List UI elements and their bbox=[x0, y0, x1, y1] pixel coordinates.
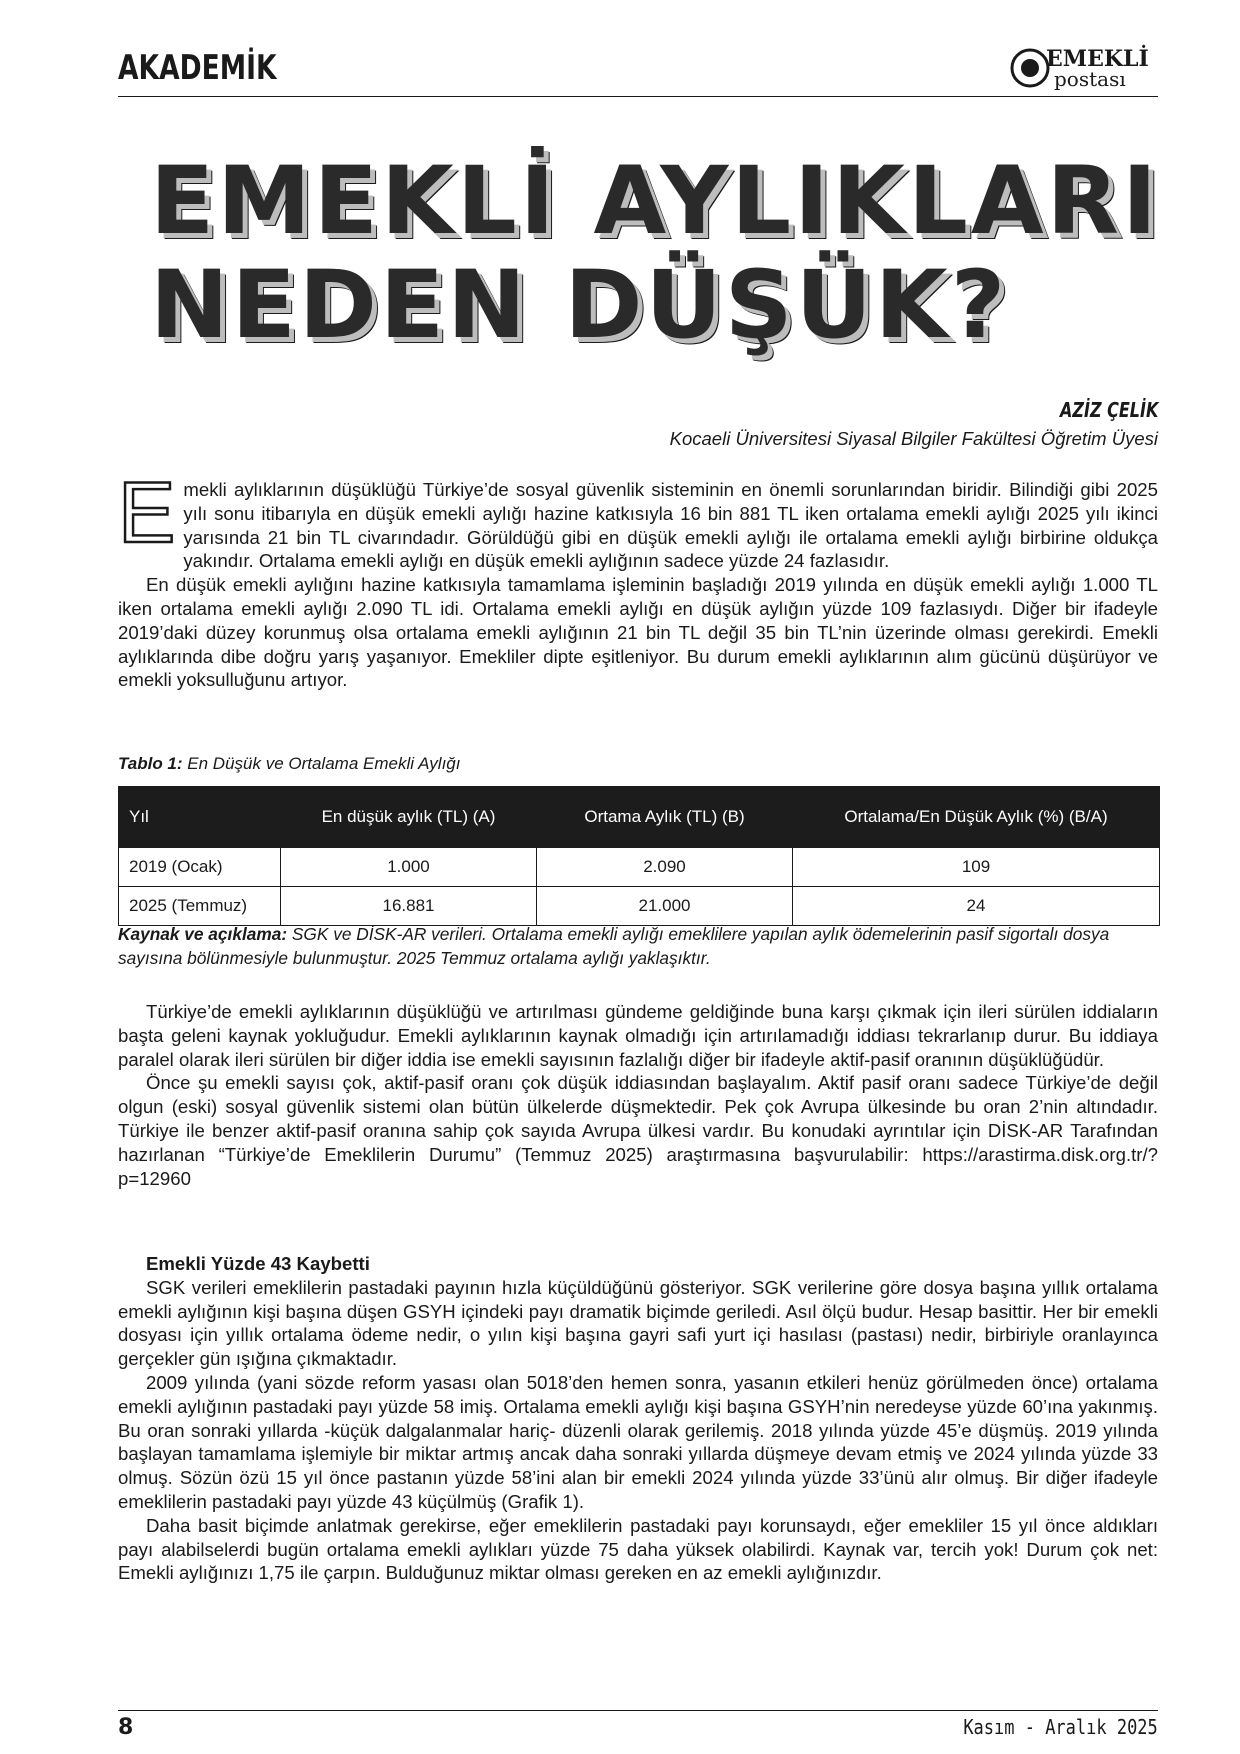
title-line-2: NEDEN DÜŞÜK? bbox=[150, 251, 1009, 360]
page-header bbox=[118, 40, 1158, 97]
table-cell: 2025 (Temmuz) bbox=[119, 887, 281, 926]
issue-date: Kasım - Aralık 2025 bbox=[963, 1715, 1158, 1739]
table-source-note bbox=[118, 922, 1160, 970]
section-heading: Emekli Yüzde 43 Kaybetti bbox=[146, 1253, 370, 1274]
source-note-label: Kaynak ve açıklama: bbox=[118, 924, 288, 944]
author-affiliation: Kocaeli Üniversitesi Siyasal Bilgiler Fakültesi Öğretim Üyesi bbox=[669, 428, 1158, 449]
page-number: 8 bbox=[118, 1715, 134, 1740]
emekli-postasi-logo bbox=[1008, 42, 1158, 92]
section-label: AKADEMİK bbox=[118, 48, 277, 88]
intro-paragraph-2: En düşük emekli aylığını hazine katkısıyla tamamlama işleminin başladığı 2019 yılında en düşük emekli aylığı 1.000 TL iken ortalama emekli aylığı 2.090 TL idi. Ortalama emekli aylığı en düşük aylığın yüzde 109 fazlasıydı. Diğer bir ifadeyle 2019’daki düzey korunmuş olsa ortalama emekli aylığının 21 bin TL değil 35 bin TL’nin üzerinde olması gerekirdi. Emekli aylıklarında dibe doğru yarış yaşanıyor. Emekliler dipte eşitleniyor. Bu durum emekli aylıklarının alım gücünü düşürüyor ve emekli yoksulluğunu artıyor. bbox=[118, 574, 1158, 691]
table-row bbox=[119, 887, 1160, 926]
pension-table bbox=[118, 786, 1160, 926]
table-header-row bbox=[119, 787, 1160, 848]
logo-top-text: EMEKLİ bbox=[1046, 46, 1149, 72]
middle-paragraph-2-text: Önce şu emekli sayısı çok, aktif-pasif oranı çok düşük iddiasından başlayalım. Aktif pasif oranı sadece Türkiye’de değil olgun (eski) sosyal güvenlik sistemi olan bütün ülkelerde düşmektedir. Pek çok Avrupa ülkesinde bu oran 2’nin altındadır. Türkiye ile benzer aktif-pasif oranına sahip çok sayıda Avrupa ülkesi vardır. Bu konudaki ayrıntılar için DİSK-AR Tarafından hazırlanan “Türkiye’de Emeklilerin Durumu” (Temmuz 2025) araştırmasına başvurulabilir: https://arastirma.disk.org.tr/?p=12960 bbox=[118, 1072, 1158, 1189]
table-row bbox=[119, 848, 1160, 887]
section-2 bbox=[118, 1252, 1158, 1585]
table-cell: 2.090 bbox=[537, 848, 793, 887]
middle-text bbox=[118, 1000, 1158, 1190]
drop-cap: E bbox=[118, 465, 176, 561]
middle-paragraph-1: Türkiye’de emekli aylıklarının düşüklüğü ve artırılması gündeme geldiğinde buna karşı çıkmak için ileri sürülen iddiaların başta geleni kaynak yokluğudur. Emekli aylıklarının kaynak olmadığı için artırılamadığı iddiası tekrarlanıp durur. Bu iddiaya paralel olarak ileri sürülen bir diğer iddia ise emekli sayısının fazlalığı diğer bir ifadeyle aktif-pasif oranının düşüklüğüdür. bbox=[118, 1001, 1158, 1070]
article-title bbox=[150, 147, 1160, 360]
table-header-cell: Yıl bbox=[119, 787, 281, 848]
table-header-cell: Ortama Aylık (TL) (B) bbox=[537, 787, 793, 848]
section-2-paragraph-3: Daha basit biçimde anlatmak gerekirse, eğer emeklilerin pastadaki payı korunsaydı, eğer emekliler 15 yıl önce aldıkları payı alabilselerdi bugün ortalama emekli aylıkları yüzde 75 daha yüksek olabilirdi. Kaynak var, tercih yok! Durum çok net: Emekli aylığınızı 1,75 ile çarpın. Bulduğunuz miktar olması gereken en az emekli aylığınızdır. bbox=[118, 1514, 1158, 1584]
table-cell: 24 bbox=[793, 887, 1160, 926]
intro-paragraph-1-text: mekli aylıklarının düşüklüğü Türkiye’de sosyal güvenlik sisteminin en önemli sorunlarından biridir. Bilindiği gibi 2025 yılı sonu itibarıyla en düşük emekli aylığı hazine katkısıyla 16 bin 881 TL iken ortalama emekli aylığı 2025 yılı ikinci yarısında 21 bin TL civarındadır. Görüldüğü gibi en düşük emekli aylığı ile ortalama emekli aylığı birbirine oldukça yakındır. Ortalama emekli aylığı en düşük emekli aylığının sadece yüzde 24 fazlasıdır. bbox=[183, 479, 1158, 572]
intro-text bbox=[118, 465, 1158, 692]
title-line-1: EMEKLİ AYLIKLARI bbox=[150, 147, 1160, 256]
intro-paragraph-1 bbox=[118, 465, 1158, 573]
section-2-paragraph-2: 2009 yılında (yani sözde reform yasası olan 5018’den hemen sonra, yasanın etkileri henüz görülmeden önce) ortalama emekli aylığının pastadaki payı yüzde 58 imiş. Ortalama emekli aylığı kişi başına GSYH’nin neredeyse yüzde 60’ına yakınmış. Bu oran sonraki yıllarda -küçük dalgalanmalar hariç- düzenli olarak gerilemiş. 2018 yılında yüzde 45’e düşmüş. 2019 yılında başlayan tamamlama işlemiyle bir miktar artmış ancak daha sonraki yıllarda düşmeye devam etmiş ve 2024 yılında yüzde 33 olmuş. Sözün özü 15 yıl önce pastanın yüzde 58’ini alan bir emekli 2024 yılında yüzde 33’ünü alır olmuş. Bir diğer ifadeyle emeklilerin pastadaki payı yüzde 43 küçülmüş (Grafik 1). bbox=[118, 1371, 1158, 1512]
middle-paragraph-2 bbox=[118, 1071, 1158, 1190]
page-footer bbox=[118, 1710, 1158, 1741]
table-cell: 16.881 bbox=[281, 887, 537, 926]
table-caption-text: En Düşük ve Ortalama Emekli Aylığı bbox=[182, 754, 461, 773]
logo-bottom-text: postası bbox=[1054, 67, 1126, 91]
source-note-text: SGK ve DİSK-AR verileri. Ortalama emekli aylığı emeklilere yapılan aylık ödemelerinin pasif sigortalı dosya sayısına bölünmesiyle bulunmuştur. 2025 Temmuz ortalama aylığı yaklaşıktır. bbox=[118, 924, 1110, 968]
table-header-cell: En düşük aylık (TL) (A) bbox=[281, 787, 537, 848]
table-cell: 21.000 bbox=[537, 887, 793, 926]
section-2-paragraph-1: SGK verileri emeklilerin pastadaki payının hızla küçüldüğünü gösteriyor. SGK verilerine göre dosya başına yıllık ortalama emekli aylığının kişi başına düşen GSYH içindeki payı dramatik biçimde geriledi. Asıl ölçü budur. Hesap basittir. Her bir emekli dosyası için yıllık ortalama ödeme nedir, o yılın kişi başına gayri safi yurt içi hasılası (pastası) nedir, birbiriyle oranlayınca gerçekler gün ışığına çıkmaktadır. bbox=[118, 1276, 1158, 1370]
author-block bbox=[670, 398, 1158, 450]
table-cell: 109 bbox=[793, 848, 1160, 887]
table-cell: 1.000 bbox=[281, 848, 537, 887]
table-cell: 2019 (Ocak) bbox=[119, 848, 281, 887]
author-name: AZİZ ÇELİK bbox=[1059, 398, 1158, 422]
table-caption-label: Tablo 1: bbox=[118, 754, 183, 773]
table-header-cell: Ortalama/En Düşük Aylık (%) (B/A) bbox=[793, 787, 1160, 848]
table-caption bbox=[118, 754, 460, 774]
